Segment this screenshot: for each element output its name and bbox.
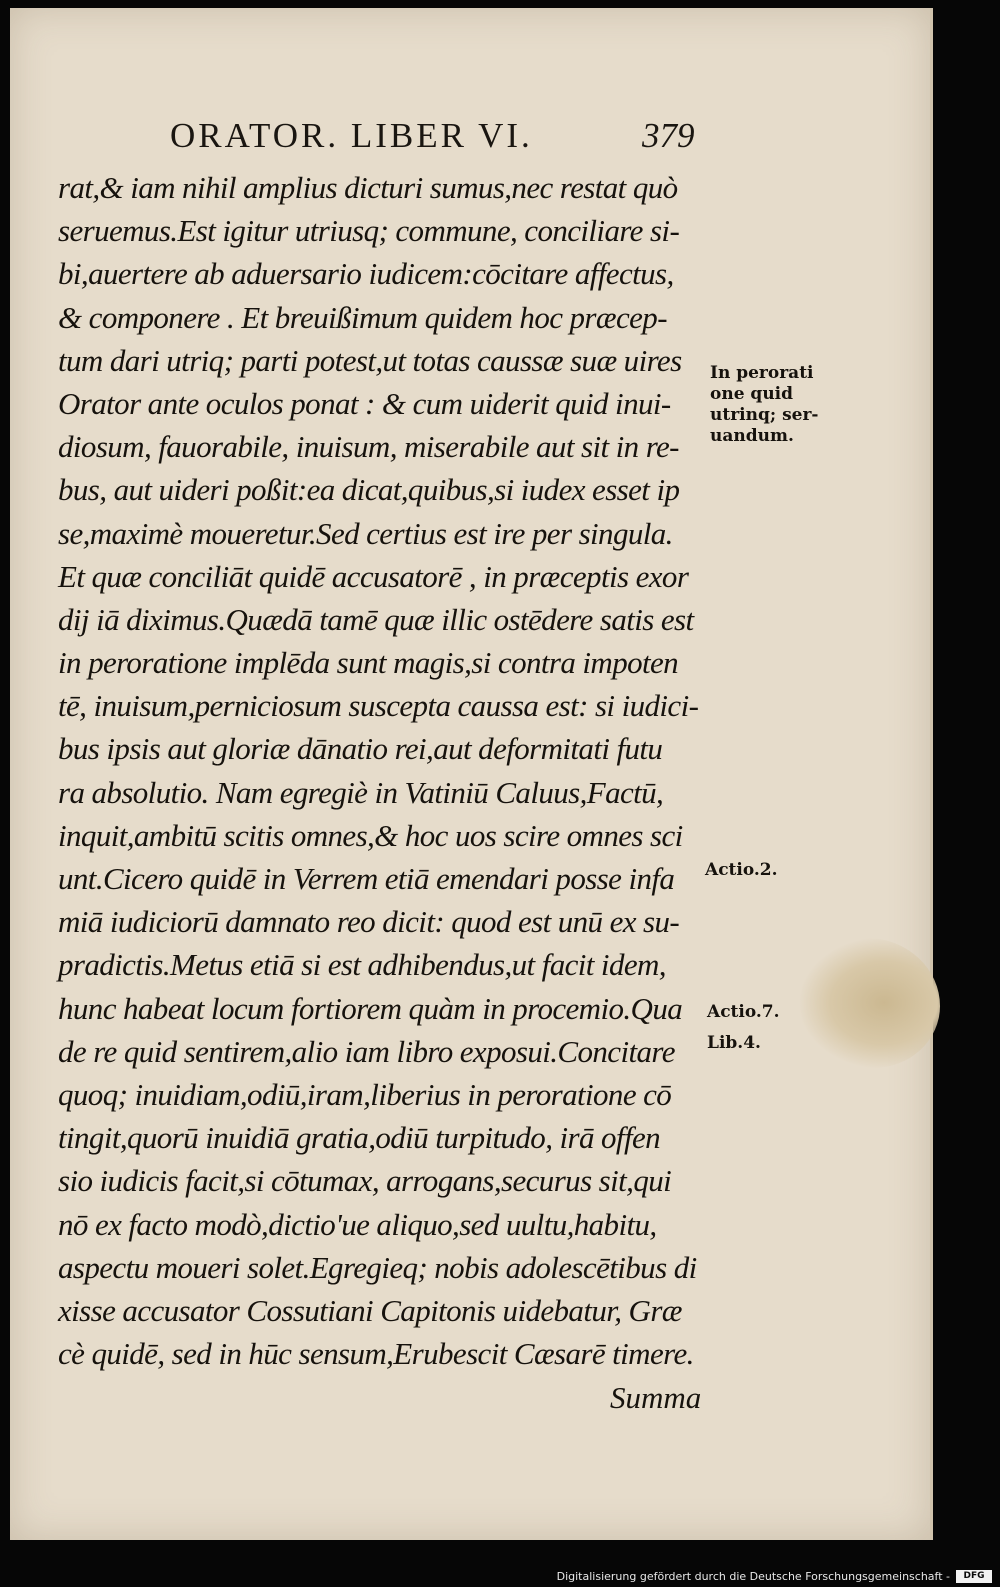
- text-line: de re quid sentirem,alio iam libro exposui.Concitare: [58, 1033, 675, 1069]
- text-line: pradictis.Metus etiā si est adhibendus,ut facit idem,: [58, 947, 666, 983]
- text-line: hunc habeat locum fortiorem quàm in procemio.Qua: [58, 990, 683, 1026]
- text-line: Et quæ conciliāt quidē accusatorē , in præceptis exor: [58, 558, 689, 594]
- margin-note-lib-4: Lib.4.: [707, 1033, 761, 1053]
- margin-note-peroratione: [710, 363, 818, 447]
- text-line: tingit,quorū inuidiā gratia,odiū turpitudo, irā offen: [58, 1120, 661, 1156]
- text-line: sio iudicis facit,si cōtumax, arrogans,securus sit,qui: [58, 1163, 672, 1199]
- text-line: tē, inuisum,perniciosum suscepta caussa est: si iudici-: [58, 688, 699, 724]
- text-line: rat,& iam nihil amplius dicturi sumus,nec restat quò: [58, 170, 678, 205]
- body-text: [58, 166, 738, 1375]
- text-line: aspectu moueri solet.Egregieq; nobis adolescētibus di: [58, 1249, 697, 1285]
- text-line: tum dari utriq; parti potest,ut totas caussæ suæ uires: [58, 342, 682, 378]
- margin-note-actio-2: Actio.2.: [705, 860, 778, 880]
- text-line: & componere . Et breuißimum quidem hoc præcep-: [58, 299, 667, 335]
- book-page: [10, 8, 933, 1540]
- text-line: seruemus.Est igitur utriusq; commune, conciliare si-: [58, 213, 680, 249]
- digitization-credit: Digitalisierung gefördert durch die Deutsche Forschungsgemeinschaft -: [556, 1570, 950, 1583]
- water-stain: [800, 938, 940, 1068]
- text-line: Orator ante oculos ponat : & cum uiderit quid inui-: [58, 385, 671, 421]
- margin-note-actio-7: Actio.7.: [707, 1002, 780, 1022]
- text-line: bus ipsis aut gloriæ dānatio rei,aut deformitati futu: [58, 731, 663, 767]
- margin-note-line: one quid: [710, 384, 794, 404]
- margin-note-line: uandum.: [710, 426, 794, 446]
- text-line: bus, aut uideri poßit:ea dicat,quibus,si iudex esset ip: [58, 472, 680, 508]
- catchword: Summa: [610, 1380, 702, 1415]
- margin-note-line: utrinq; ser-: [710, 405, 819, 425]
- text-line: unt.Cicero quidē in Verrem etiā emendari posse infa: [58, 861, 675, 896]
- margin-note-line: In perorati: [710, 363, 814, 383]
- text-line: ra absolutio. Nam egregiè in Vatiniū Caluus,Factū,: [58, 774, 664, 810]
- text-line: cè quidē, sed in hūc sensum,Erubescit Cæsarē timere.: [58, 1336, 694, 1372]
- text-line: bi,auertere ab aduersario iudicem:cōcitare affectus,: [58, 256, 674, 292]
- text-line: diosum, fauorabile, inuisum, miserabile aut sit in re-: [58, 429, 679, 465]
- text-line: inquit,ambitū scitis omnes,& hoc uos scire omnes sci: [58, 817, 683, 853]
- text-line: nō ex facto modò,dictio'ue aliquo,sed uultu,habitu,: [58, 1206, 657, 1242]
- page-number: 379: [642, 116, 695, 155]
- text-line: miā iudiciorū damnato reo dicit: quod est unū ex su-: [58, 904, 680, 940]
- text-line: in peroratione implēda sunt magis,si contra impoten: [58, 645, 679, 681]
- text-line: quoq; inuidiam,odiū,iram,liberius in peroratione cō: [58, 1076, 672, 1112]
- running-title: ORATOR. LIBER VI.: [170, 116, 533, 155]
- text-line: se,maximè moueretur.Sed certius est ire per singula.: [58, 515, 673, 551]
- text-line: dij iā diximus.Quædā tamē quæ illic ostēdere satis est: [58, 601, 694, 637]
- dfg-logo: DFG: [956, 1570, 992, 1583]
- text-line: xisse accusator Cossutiani Capitonis uidebatur, Græ: [58, 1292, 682, 1328]
